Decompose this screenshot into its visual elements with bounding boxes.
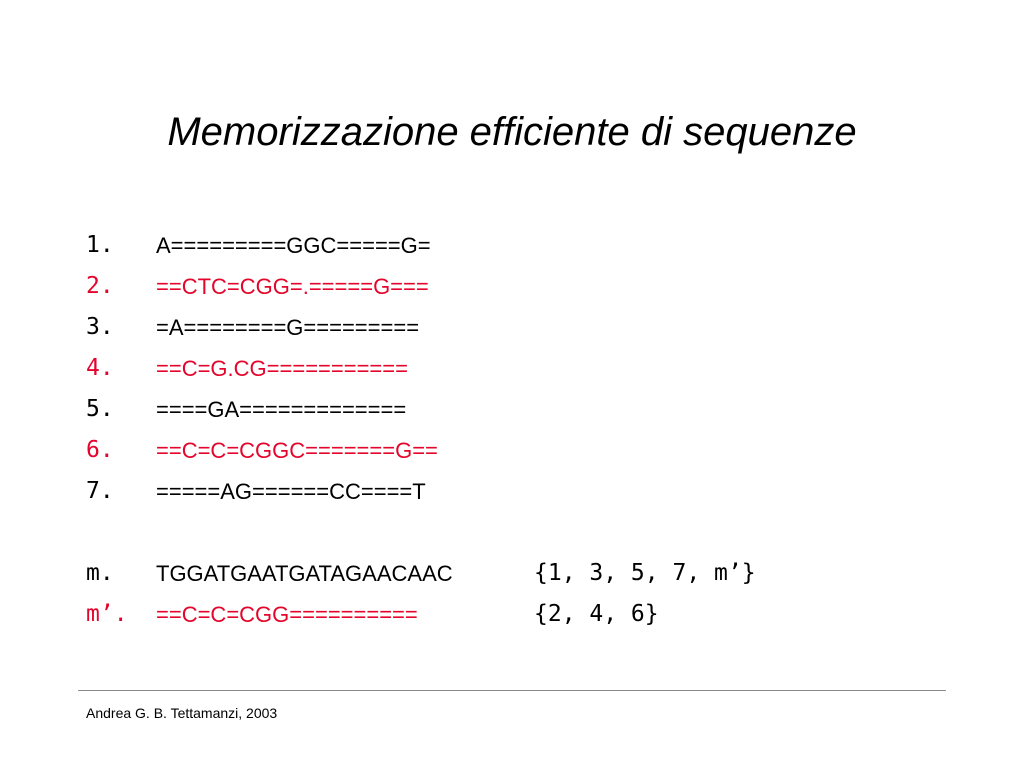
group-sequence: ==C=C=CGG==========	[156, 602, 418, 627]
group-sequence: TGGATGAATGATAGAACAAC	[156, 561, 453, 586]
sequence-text: ==CTC=CGG=.=====G===	[156, 274, 429, 299]
sequence-text: =====AG======CC====T	[156, 479, 426, 504]
sequence-number: 4.	[86, 355, 114, 381]
sequence-number: 1.	[86, 232, 114, 258]
group-label: m.	[86, 560, 114, 586]
sequence-text: A=========GGC=====G=	[156, 233, 431, 258]
group-set: {2, 4, 6}	[534, 601, 659, 627]
sequence-text: =A========G=========	[156, 315, 420, 340]
sequence-text: ====GA=============	[156, 397, 407, 422]
sequence-number: 3.	[86, 314, 114, 340]
sequence-text: ==C=G.CG===========	[156, 356, 408, 381]
sequence-number: 5.	[86, 396, 114, 422]
footer-divider	[78, 690, 946, 691]
sequence-number: 2.	[86, 273, 114, 299]
footer-author: Andrea G. B. Tettamanzi, 2003	[86, 705, 278, 721]
sequence-number: 7.	[86, 478, 114, 504]
slide-title: Memorizzazione efficiente di sequenze	[167, 110, 857, 154]
group-set: {1, 3, 5, 7, m’}	[534, 560, 756, 586]
sequence-number: 6.	[86, 437, 114, 463]
sequence-text: ==C=C=CGGC=======G==	[156, 438, 438, 463]
group-label: m’.	[86, 601, 128, 627]
